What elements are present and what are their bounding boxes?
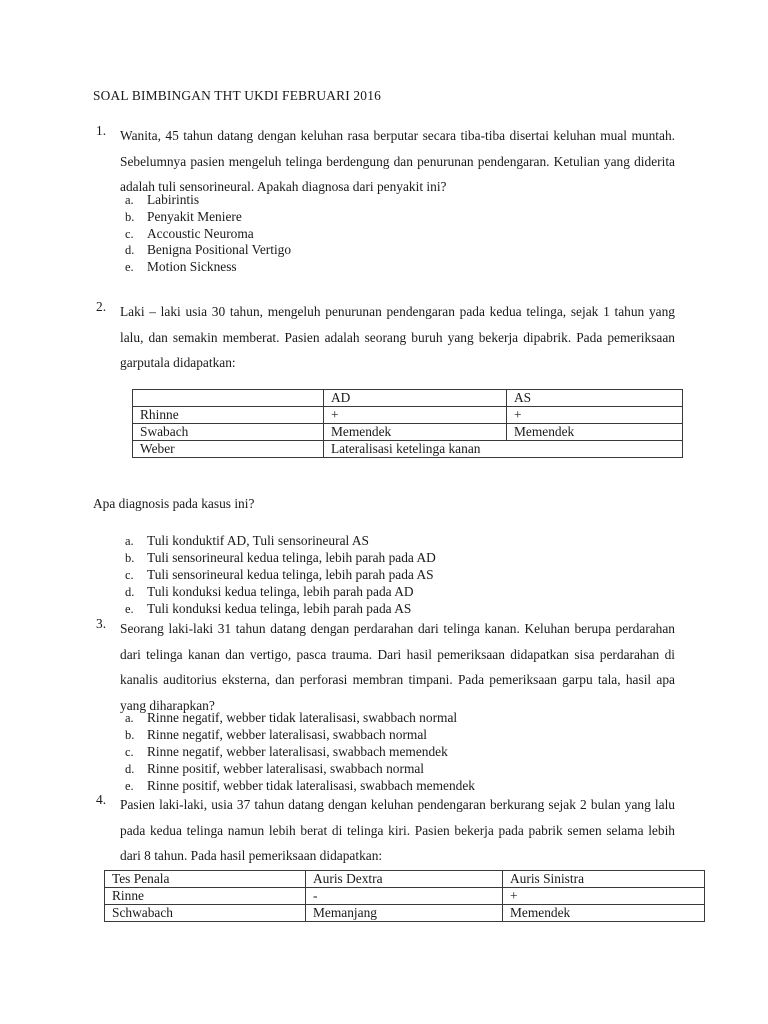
question-text: Wanita, 45 tahun datang dengan keluhan rasa berputar secara tiba-tiba disertai keluhan mual muntah. Sebelumnya pasien mengeluh telinga berdengung dan penurunan pendengaran. Ketulian yang diderita adalah tuli sensorineural. Apakah diagnosa dari penyakit ini? bbox=[120, 128, 675, 195]
question-number: 3. bbox=[96, 616, 107, 631]
table-header-row: AD AS bbox=[133, 390, 683, 407]
question-number: 1. bbox=[96, 123, 107, 138]
tes-penala-table bbox=[104, 870, 705, 922]
question-2-prompt: Apa diagnosis pada kasus ini? bbox=[93, 496, 255, 511]
garputala-table bbox=[132, 389, 683, 458]
document-title: SOAL BIMBINGAN THT UKDI FEBRUARI 2016 bbox=[93, 88, 381, 103]
option-e: e. Motion Sickness bbox=[125, 259, 237, 275]
option-e: e. Rinne positif, webber tidak lateralisasi, swabbach memendek bbox=[125, 777, 475, 793]
question-4 bbox=[93, 792, 675, 869]
table-row: Rinne - + bbox=[105, 888, 705, 905]
option-b: b. Tuli sensorineural kedua telinga, lebih parah pada AD bbox=[125, 549, 436, 565]
table-header-row: Tes Penala Auris Dextra Auris Sinistra bbox=[105, 871, 705, 888]
option-c: c. Tuli sensorineural kedua telinga, lebih parah pada AS bbox=[125, 566, 434, 582]
options-list bbox=[120, 533, 436, 617]
table-row: Swabach Memendek Memendek bbox=[133, 424, 683, 441]
option-c: c. Rinne negatif, webber lateralisasi, swabbach memendek bbox=[125, 744, 448, 760]
question-text: Seorang laki-laki 31 tahun datang dengan perdarahan dari telinga kanan. Keluhan berupa perdarahan dari telinga kanan dan vertigo, pasca trauma. Dari hasil pemeriksaan didapatkan sisa perdarahan di kanalis auditorius eksterna, dan perforasi membran timpani. Pada pemeriksaan garpu tala, hasil apa yang diharapkan? bbox=[120, 621, 675, 713]
question-2 bbox=[93, 299, 675, 376]
table-row: Rhinne + + bbox=[133, 407, 683, 424]
option-b: b. Rinne negatif, webber lateralisasi, swabbach normal bbox=[125, 727, 427, 743]
option-d: d. Rinne positif, webber lateralisasi, swabbach normal bbox=[125, 761, 425, 777]
question-text: Laki – laki usia 30 tahun, mengeluh penurunan pendengaran pada kedua telinga, sejak 1 tahun yang lalu, dan semakin memberat. Pasien adalah seorang buruh yang bekerja dipabrik. Pada pemeriksaan garputala didapatkan: bbox=[120, 304, 675, 371]
table-row: Schwabach Memanjang Memendek bbox=[105, 905, 705, 922]
question-1 bbox=[93, 123, 675, 276]
question-3 bbox=[93, 616, 675, 795]
option-a: a. Tuli konduktif AD, Tuli sensorineural AS bbox=[125, 533, 369, 548]
question-text: Pasien laki-laki, usia 37 tahun datang dengan keluhan pendengaran berkurang sejak 2 bulan yang lalu pada kedua telinga namun lebih berat di telinga kiri. Pasien bekerja pada pabrik semen selama lebih dari 8 tahun. Pada hasil pemeriksaan didapatkan: bbox=[120, 797, 675, 864]
option-b: b. Penyakit Meniere bbox=[125, 208, 242, 224]
table-row: Weber Lateralisasi ketelinga kanan bbox=[133, 441, 683, 458]
option-c: c. Accoustic Neuroma bbox=[125, 225, 254, 241]
question-number: 4. bbox=[96, 792, 107, 807]
option-a: a. Labirintis bbox=[125, 191, 200, 207]
option-a: a. Rinne negatif, webber tidak lateralisasi, swabbach normal bbox=[125, 710, 458, 726]
question-number: 2. bbox=[96, 299, 107, 314]
option-e: e. Tuli konduksi kedua telinga, lebih parah pada AS bbox=[125, 600, 412, 616]
options-list bbox=[120, 710, 675, 794]
option-d: d. Tuli konduksi kedua telinga, lebih parah pada AD bbox=[125, 583, 414, 599]
option-d: d. Benigna Positional Vertigo bbox=[125, 242, 292, 258]
options-list bbox=[120, 192, 675, 276]
